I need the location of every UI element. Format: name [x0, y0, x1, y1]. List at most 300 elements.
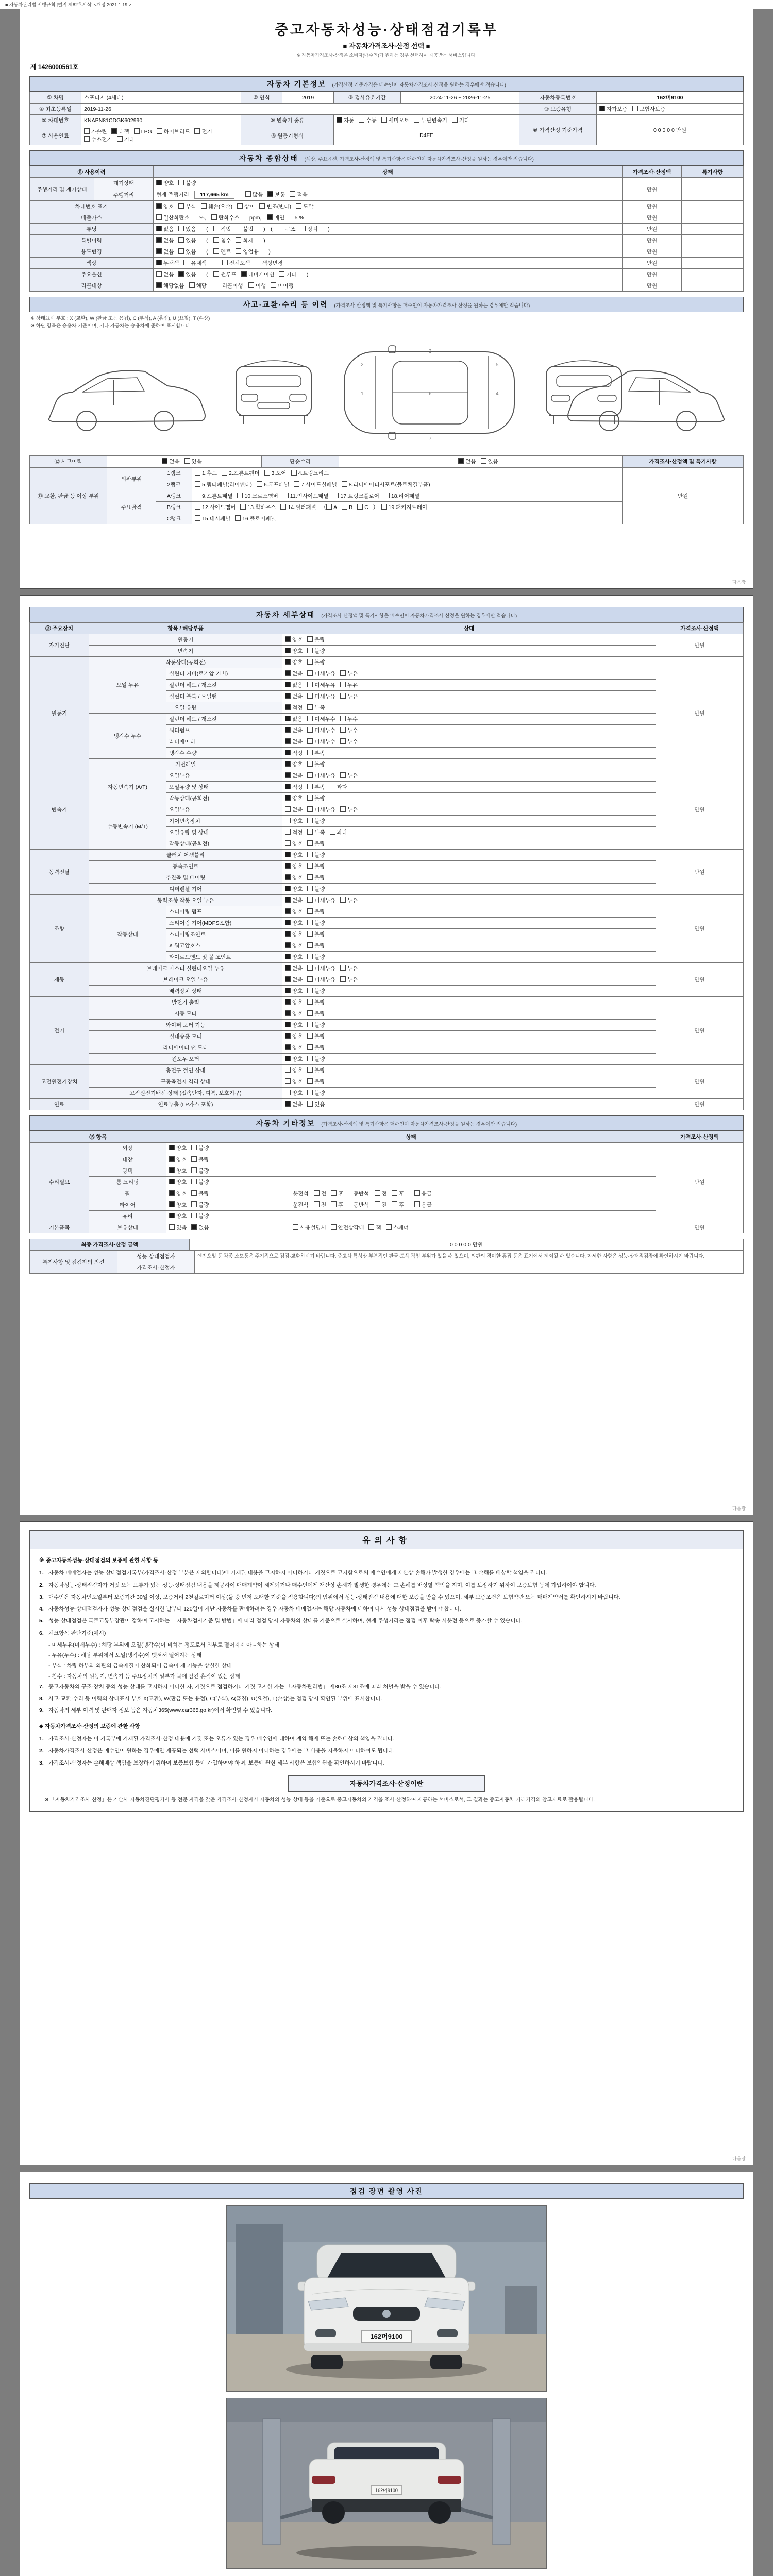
- field-value: [282, 918, 656, 929]
- checkbox-네비게이션[interactable]: 네비게이션: [241, 272, 275, 278]
- checkbox-없음[interactable]: 없음: [285, 693, 303, 700]
- checkbox-7.사이드실패널[interactable]: 7.사이드실패널: [294, 482, 337, 488]
- checkbox-적법[interactable]: 적법: [213, 226, 231, 232]
- field-value: [107, 455, 262, 467]
- checkbox-box-icon: [307, 682, 313, 687]
- table-row: [30, 770, 744, 782]
- checkbox-box-icon: [307, 840, 313, 846]
- checkbox-후[interactable]: 후: [331, 1202, 343, 1208]
- section-etc-title: 자동차 기타정보: [256, 1119, 315, 1127]
- checkbox-양호[interactable]: 양호: [169, 1202, 187, 1208]
- field-value: [192, 467, 623, 479]
- checkbox-15.대시패널[interactable]: 15.대시패널: [195, 516, 230, 522]
- checkbox-있음[interactable]: 있음: [178, 272, 196, 278]
- notice-item-list: [39, 1569, 734, 1715]
- checkbox-box-icon: [285, 772, 291, 778]
- checkbox-없음[interactable]: 없음: [285, 682, 303, 688]
- field-value: [282, 997, 656, 1008]
- checkbox-box-icon: [156, 214, 162, 220]
- checkbox-후[interactable]: 후: [392, 1191, 404, 1197]
- notice-subitem-list: [39, 1735, 734, 1767]
- checkbox-불량[interactable]: 불량: [178, 180, 196, 187]
- field-label: 2랭크: [156, 479, 192, 490]
- checkbox-미세누유[interactable]: 미세누유: [307, 897, 335, 904]
- table-row: [30, 115, 744, 126]
- checkbox-8.라디에이터서포트(볼트체결부품)[interactable]: 8.라디에이터서포트(볼트체결부품): [342, 482, 430, 488]
- checkbox-양호[interactable]: 양호: [285, 920, 303, 926]
- checkbox-10.크로스멤버[interactable]: 10.크로스멤버: [237, 493, 278, 499]
- field-label: 조향: [30, 895, 89, 963]
- checkbox-box-icon: [290, 191, 295, 197]
- checkbox-자동[interactable]: 자동: [337, 117, 354, 124]
- section-overall-note: (색상, 주요옵션, 가격조사·산정액 및 특기사항은 매수인이 자동차가격조사·산정을 원하는 경우에만 적습니다): [304, 157, 534, 162]
- checkbox-box-icon: [307, 1033, 313, 1039]
- checkbox-미세누수[interactable]: 미세누수: [307, 716, 335, 722]
- checkbox-양호[interactable]: 양호: [285, 909, 303, 915]
- checkbox-양호[interactable]: 양호: [156, 180, 174, 187]
- checkbox-미세누수[interactable]: 미세누수: [307, 739, 335, 745]
- checkbox-box-icon: [307, 954, 313, 959]
- checkbox-불량[interactable]: 불량: [307, 954, 325, 960]
- checkbox-미세누유[interactable]: 미세누유: [307, 671, 335, 677]
- checkbox-불량[interactable]: 불량: [307, 1011, 325, 1017]
- inspection-photo-front: [226, 2205, 547, 2392]
- checkbox-양호[interactable]: 양호: [169, 1179, 187, 1185]
- checkbox-누유[interactable]: 누유: [340, 682, 358, 688]
- field-label: 스티어링조인트: [166, 929, 282, 940]
- checkbox-색상변경[interactable]: 색상변경: [255, 260, 283, 266]
- checkbox-도말[interactable]: 도말: [296, 204, 313, 210]
- notice-body: [29, 1549, 744, 1812]
- checkbox-응급[interactable]: 응급: [414, 1191, 432, 1197]
- checkbox-적음[interactable]: 적음: [290, 192, 307, 198]
- checkbox-수소전기[interactable]: 수소전기: [84, 137, 112, 143]
- checkbox-탄화수소[interactable]: 탄화수소: [211, 215, 240, 221]
- checkbox-양호[interactable]: 양호: [285, 886, 303, 892]
- checkbox-양호[interactable]: 양호: [285, 1022, 303, 1028]
- field-value: 만원: [656, 963, 744, 997]
- field-label: 가격조사·산정액: [656, 1131, 744, 1143]
- checkbox-없음[interactable]: 없음: [285, 716, 303, 722]
- checkbox-스패너[interactable]: 스패너: [386, 1225, 409, 1231]
- checkbox-하이브리드[interactable]: 하이브리드: [157, 129, 190, 135]
- checkbox-없음[interactable]: 없음: [156, 238, 174, 244]
- svg-text:4: 4: [496, 391, 499, 397]
- checkbox-12.사이드멤버[interactable]: 12.사이드멤버: [195, 504, 236, 511]
- field-value: [282, 884, 656, 895]
- checkbox-없음[interactable]: 없음: [285, 739, 303, 745]
- checkbox-불량[interactable]: 불량: [307, 999, 325, 1006]
- checkbox-없음[interactable]: 없음: [156, 226, 174, 232]
- checkbox-부식[interactable]: 부식: [178, 204, 196, 210]
- checkbox-양호[interactable]: 양호: [285, 1079, 303, 1085]
- etc-info-table-grid: [29, 1131, 744, 1233]
- checkbox-없음[interactable]: 없음: [285, 773, 303, 779]
- checkbox-box-icon: [381, 117, 387, 123]
- checkbox-불량[interactable]: 불량: [307, 852, 325, 858]
- checkbox-box-icon: [307, 670, 313, 676]
- checkbox-유채색[interactable]: 유채색: [183, 260, 206, 266]
- checkbox-양호[interactable]: 양호: [285, 761, 303, 768]
- checkbox-양호[interactable]: 양호: [169, 1157, 187, 1163]
- checkbox-있음[interactable]: 있음: [178, 238, 196, 244]
- field-label: 색상: [30, 258, 154, 269]
- checkbox-적정[interactable]: 적정: [285, 750, 303, 756]
- checkbox-불량[interactable]: 불량: [191, 1179, 209, 1185]
- field-label: 단순수리: [262, 455, 339, 467]
- checkbox-불량[interactable]: 불량: [307, 1067, 325, 1074]
- field-label: 커먼레일: [89, 759, 282, 770]
- field-label: 변속기: [30, 770, 89, 850]
- checkbox-누유[interactable]: 누유: [340, 693, 358, 700]
- checkbox-불량[interactable]: 불량: [307, 795, 325, 802]
- checkbox-전[interactable]: 전: [375, 1202, 387, 1208]
- checkbox-보험사보증[interactable]: 보험사보증: [632, 106, 666, 112]
- checkbox-가솔린[interactable]: 가솔린: [84, 129, 107, 135]
- checkbox-box-icon: [285, 636, 291, 642]
- checkbox-양호[interactable]: 양호: [285, 943, 303, 949]
- checkbox-불량[interactable]: 불량: [307, 988, 325, 994]
- checkbox-양호[interactable]: 양호: [285, 875, 303, 881]
- checkbox-적정[interactable]: 적정: [285, 829, 303, 836]
- checkbox-불량[interactable]: 불량: [307, 1090, 325, 1096]
- checkbox-변조(변타)[interactable]: 변조(변타): [259, 204, 291, 210]
- field-value: 만원: [623, 246, 682, 258]
- checkbox-불량[interactable]: 불량: [307, 886, 325, 892]
- checkbox-화재[interactable]: 화재: [236, 238, 253, 244]
- checkbox-4.트렁크리드[interactable]: 4.트렁크리드: [291, 470, 329, 477]
- checkbox-불량[interactable]: 불량: [191, 1191, 209, 1197]
- checkbox-B[interactable]: B: [342, 504, 352, 511]
- checkbox-전[interactable]: 전: [314, 1191, 326, 1197]
- checkbox-양호[interactable]: 양호: [285, 852, 303, 858]
- checkbox-있음[interactable]: 있음: [184, 459, 202, 465]
- checkbox-구조[interactable]: 구조: [278, 226, 295, 232]
- page-4: [20, 2172, 753, 2576]
- checkbox-미세누유[interactable]: 미세누유: [307, 773, 335, 779]
- field-label: 시동 모터: [89, 1008, 282, 1020]
- checkbox-누유[interactable]: 누유: [340, 773, 358, 779]
- checkbox-불량[interactable]: 불량: [307, 1056, 325, 1062]
- table-row: [30, 467, 744, 479]
- table-row: [30, 224, 744, 235]
- checkbox-box-icon: [191, 1145, 197, 1150]
- checkbox-box-icon: [307, 772, 313, 778]
- field-label: 가격조사·산정자: [117, 1262, 195, 1274]
- checkbox-19.패키지트레이[interactable]: 19.패키지트레이: [381, 504, 427, 511]
- field-value: [282, 725, 656, 736]
- checkbox-미세누수[interactable]: 미세누수: [307, 727, 335, 734]
- checkbox-전[interactable]: 전: [314, 1202, 326, 1208]
- section-basic-header: [29, 76, 744, 92]
- checkbox-box-icon: [195, 481, 200, 487]
- checkbox-없음[interactable]: 없음: [285, 807, 303, 813]
- checkbox-불량[interactable]: 불량: [307, 931, 325, 938]
- checkbox-일산화탄소[interactable]: 일산화탄소: [156, 215, 190, 221]
- checkbox-부족[interactable]: 부족: [307, 705, 325, 711]
- checkbox-미세누유[interactable]: 미세누유: [307, 682, 335, 688]
- checkbox-5.쿼터패널(리어펜더)[interactable]: 5.쿼터패널(리어펜더): [195, 482, 252, 488]
- checkbox-수동[interactable]: 수동: [359, 117, 376, 124]
- notice-item: 4. 자동차성능·상태점검자가 성능·상태점검을 실시한 날부터 120일이 지난 자동차를 판매하려는 경우 자동차 매매업자는 해당 자동차에 대하여 다시 성능·상태점검을 받아야 합니다.: [39, 1606, 461, 1613]
- checkbox-A[interactable]: A: [326, 504, 337, 511]
- checkbox-불량[interactable]: 불량: [307, 637, 325, 643]
- checkbox-양호[interactable]: 양호: [285, 1045, 303, 1051]
- checkbox-없음[interactable]: 없음: [191, 1225, 209, 1231]
- checkbox-box-icon: [285, 931, 291, 937]
- checkbox-없음[interactable]: 없음: [156, 272, 174, 278]
- checkbox-후[interactable]: 후: [392, 1202, 404, 1208]
- checkbox-부족[interactable]: 부족: [307, 750, 325, 756]
- checkbox-양호[interactable]: 양호: [285, 841, 303, 847]
- checkbox-과다[interactable]: 과다: [330, 784, 347, 790]
- field-value: [282, 827, 656, 838]
- checkbox-14.필러패널[interactable]: 14.필러패널: [280, 504, 316, 511]
- field-label: 작동상태: [89, 906, 166, 963]
- checkbox-불량[interactable]: 불량: [191, 1202, 209, 1208]
- checkbox-box-icon: [326, 504, 332, 510]
- checkbox-불량[interactable]: 불량: [307, 875, 325, 881]
- checkbox-box-icon: [285, 1067, 291, 1073]
- odometer: 현재 주행거리 117,665 km 많음 보통 적음: [154, 189, 623, 201]
- checkbox-양호[interactable]: 양호: [285, 863, 303, 870]
- checkbox-적정[interactable]: 적정: [285, 784, 303, 790]
- checkbox-양호[interactable]: 양호: [285, 999, 303, 1006]
- field-value: [282, 804, 656, 816]
- checkbox-1.후드[interactable]: 1.후드: [195, 470, 217, 477]
- checkbox-box-icon: [285, 1101, 291, 1107]
- checkbox-누유[interactable]: 누유: [340, 897, 358, 904]
- checkbox-잭[interactable]: 잭: [368, 1225, 381, 1231]
- checkbox-상이[interactable]: 상이: [237, 204, 255, 210]
- table-row: [30, 1199, 744, 1211]
- checkbox-불량[interactable]: 불량: [307, 943, 325, 949]
- checkbox-불량[interactable]: 불량: [307, 1033, 325, 1040]
- checkbox-누유[interactable]: 누유: [340, 965, 358, 972]
- checkbox-기타[interactable]: 기타: [117, 137, 135, 143]
- checkbox-누유[interactable]: 누유: [340, 671, 358, 677]
- checkbox-없음[interactable]: 없음: [285, 1101, 303, 1108]
- checkbox-영업용[interactable]: 영업용: [236, 249, 258, 255]
- field-value: [154, 258, 623, 269]
- checkbox-양호[interactable]: 양호: [285, 648, 303, 654]
- checkbox-미이행[interactable]: 미이행: [271, 283, 293, 289]
- checkbox-없음[interactable]: 없음: [285, 671, 303, 677]
- checkbox-불량[interactable]: 불량: [307, 1079, 325, 1085]
- field-label: 실린더 헤드 / 개스킷: [166, 714, 282, 725]
- checkbox-box-icon: [178, 180, 184, 185]
- field-value: [192, 490, 623, 501]
- checkbox-18.리어패널[interactable]: 18.리어패널: [384, 493, 419, 499]
- checkbox-없음[interactable]: 없음: [285, 897, 303, 904]
- checkbox-16.플로어패널[interactable]: 16.플로어패널: [235, 516, 276, 522]
- checkbox-17.트렁크플로어[interactable]: 17.트렁크플로어: [333, 493, 379, 499]
- checkbox-불법[interactable]: 불법: [236, 226, 253, 232]
- checkbox-양호[interactable]: 양호: [285, 1090, 303, 1096]
- checkbox-전기[interactable]: 전기: [194, 129, 212, 135]
- field-label: 클러치 어셈블리: [89, 850, 282, 861]
- checkbox-9.프론트패널[interactable]: 9.프론트패널: [195, 493, 232, 499]
- checkbox-양호[interactable]: 양호: [285, 1011, 303, 1017]
- checkbox-미세누유[interactable]: 미세누유: [307, 693, 335, 700]
- checkbox-불량[interactable]: 불량: [191, 1168, 209, 1174]
- checkbox-box-icon: [241, 271, 247, 277]
- overall-condition-table-grid: [29, 166, 744, 292]
- checkbox-box-icon: [285, 954, 291, 959]
- checkbox-불량[interactable]: 불량: [191, 1157, 209, 1163]
- checkbox-있음[interactable]: 있음: [178, 226, 196, 232]
- checkbox-침수[interactable]: 침수: [213, 238, 231, 244]
- checkbox-후[interactable]: 후: [331, 1191, 343, 1197]
- checkbox-안전삼각대[interactable]: 안전삼각대: [331, 1225, 364, 1231]
- checkbox-과다[interactable]: 과다: [330, 829, 347, 836]
- checkbox-해당[interactable]: 해당: [189, 283, 207, 289]
- checkbox-양호[interactable]: 양호: [285, 795, 303, 802]
- checkbox-누유[interactable]: 누유: [340, 977, 358, 983]
- checkbox-양호[interactable]: 양호: [156, 204, 174, 210]
- checkbox-기타[interactable]: 기타: [279, 272, 296, 278]
- checkbox-11.인사이드패널[interactable]: 11.인사이드패널: [283, 493, 329, 499]
- checkbox-양호[interactable]: 양호: [169, 1168, 187, 1174]
- checkbox-있음[interactable]: 있음: [178, 249, 196, 255]
- checkbox-box-icon: [285, 693, 291, 699]
- checkbox-box-icon: [191, 1167, 197, 1173]
- checkbox-많음[interactable]: 많음: [245, 192, 263, 198]
- checkbox-전체도색[interactable]: 전체도색: [222, 260, 250, 266]
- checkbox-이행[interactable]: 이행: [248, 283, 266, 289]
- field-value: [290, 1177, 656, 1188]
- checkbox-불량[interactable]: 불량: [191, 1145, 209, 1151]
- checkbox-미세누유[interactable]: 미세누유: [307, 965, 335, 972]
- field-label: 고전원전기장치: [30, 1065, 89, 1099]
- checkbox-양호[interactable]: 양호: [285, 1067, 303, 1074]
- checkbox-불량[interactable]: 불량: [307, 659, 325, 666]
- checkbox-응급[interactable]: 응급: [414, 1202, 432, 1208]
- checkbox-box-icon: [381, 504, 387, 510]
- checkbox-있음[interactable]: 있음: [169, 1225, 187, 1231]
- checkbox-보통[interactable]: 보통: [267, 192, 285, 198]
- checkbox-자가보증[interactable]: 자가보증: [599, 106, 628, 112]
- field-label: 동력조향 작동 오일 누유: [89, 895, 282, 906]
- checkbox-box-icon: [307, 1090, 313, 1095]
- checkbox-2.프론트펜더[interactable]: 2.프론트펜더: [222, 470, 259, 477]
- checkbox-13.휠하우스[interactable]: 13.휠하우스: [240, 504, 276, 511]
- checkbox-양호[interactable]: 양호: [285, 1033, 303, 1040]
- checkbox-불량[interactable]: 불량: [307, 761, 325, 768]
- checkbox-양호[interactable]: 양호: [285, 931, 303, 938]
- checkbox-불량[interactable]: 불량: [307, 841, 325, 847]
- checkbox-누수[interactable]: 누수: [340, 716, 358, 722]
- checkbox-불량[interactable]: 불량: [307, 1045, 325, 1051]
- checkbox-전[interactable]: 전: [375, 1191, 387, 1197]
- checkbox-불량[interactable]: 불량: [307, 909, 325, 915]
- field-label: 연료누출 (LP가스 포함): [89, 1099, 282, 1110]
- field-value: [154, 201, 623, 212]
- checkbox-사용설명서[interactable]: 사용설명서: [293, 1225, 326, 1231]
- table-row: [30, 1054, 744, 1065]
- checkbox-미세누유[interactable]: 미세누유: [307, 807, 335, 813]
- checkbox-양호[interactable]: 양호: [169, 1145, 187, 1151]
- checkbox-미세누유[interactable]: 미세누유: [307, 977, 335, 983]
- field-label: 와이퍼 모터 기능: [89, 1020, 282, 1031]
- checkbox-있음[interactable]: 있음: [481, 459, 498, 465]
- checkbox-불량[interactable]: 불량: [307, 863, 325, 870]
- field-value: 만원: [623, 235, 682, 246]
- checkbox-없음[interactable]: 없음: [156, 249, 174, 255]
- checkbox-불량[interactable]: 불량: [307, 818, 325, 824]
- checkbox-누수[interactable]: 누수: [340, 739, 358, 745]
- checkbox-LPG[interactable]: LPG: [134, 129, 152, 135]
- checkbox-기타[interactable]: 기타: [452, 117, 469, 124]
- field-label: 브레이크 오일 누유: [89, 974, 282, 986]
- checkbox-box-icon: [307, 886, 313, 891]
- table-row: [30, 714, 744, 725]
- field-value: 만원: [656, 634, 744, 657]
- checkbox-없음[interactable]: 없음: [285, 977, 303, 983]
- checkbox-box-icon: [340, 727, 346, 733]
- checkbox-있음[interactable]: 있음: [307, 1101, 325, 1108]
- field-label: 상태: [282, 623, 656, 634]
- notice-subtitle: ◆ 자동차가격조사·산정의 보증에 관한 사항: [39, 1723, 140, 1730]
- checkbox-썬루프[interactable]: 썬루프: [213, 272, 236, 278]
- checkbox-양호[interactable]: 양호: [169, 1213, 187, 1219]
- checkbox-양호[interactable]: 양호: [285, 637, 303, 643]
- checkbox-무채색[interactable]: 무채색: [156, 260, 179, 266]
- checkbox-장치[interactable]: 장치: [300, 226, 317, 232]
- table-row: [30, 963, 744, 974]
- checkbox-불량[interactable]: 불량: [307, 920, 325, 926]
- checkbox-누유[interactable]: 누유: [340, 807, 358, 813]
- field-label: A랭크: [156, 490, 192, 501]
- checkbox-불량[interactable]: 불량: [191, 1213, 209, 1219]
- checkbox-box-icon: [267, 191, 273, 197]
- checkbox-6.루프패널[interactable]: 6.루프패널: [257, 482, 289, 488]
- checkbox-렌트[interactable]: 렌트: [213, 249, 231, 255]
- checkbox-box-icon: [117, 136, 123, 142]
- checkbox-box-icon: [285, 1090, 291, 1095]
- checkbox-무단변속기[interactable]: 무단변속기: [414, 117, 447, 124]
- checkbox-디젤[interactable]: 디젤: [111, 129, 129, 135]
- field-value: [682, 258, 744, 269]
- checkbox-양호[interactable]: 양호: [285, 1056, 303, 1062]
- checkbox-box-icon: [271, 282, 276, 288]
- checkbox-box-icon: [296, 203, 301, 209]
- checkbox-불량[interactable]: 불량: [307, 648, 325, 654]
- checkbox-없음[interactable]: 없음: [458, 459, 476, 465]
- checkbox-훼손(오손)[interactable]: 훼손(오손): [201, 204, 233, 210]
- checkbox-누수[interactable]: 누수: [340, 727, 358, 734]
- checkbox-양호[interactable]: 양호: [169, 1191, 187, 1197]
- checkbox-없음[interactable]: 없음: [285, 965, 303, 972]
- checkbox-box-icon: [195, 470, 200, 476]
- checkbox-매연[interactable]: 매연: [267, 215, 284, 221]
- checkbox-해당없음[interactable]: 해당없음: [156, 283, 184, 289]
- checkbox-부족[interactable]: 부족: [307, 784, 325, 790]
- checkbox-양호[interactable]: 양호: [285, 954, 303, 960]
- checkbox-양호[interactable]: 양호: [285, 659, 303, 666]
- checkbox-불량[interactable]: 불량: [307, 1022, 325, 1028]
- checkbox-양호[interactable]: 양호: [285, 988, 303, 994]
- checkbox-3.도어[interactable]: 3.도어: [264, 470, 287, 477]
- checkbox-양호[interactable]: 양호: [285, 818, 303, 824]
- checkbox-없음[interactable]: 없음: [162, 459, 179, 465]
- inspector-opinion-table-grid: [29, 1250, 744, 1274]
- checkbox-부족[interactable]: 부족: [307, 829, 325, 836]
- checkbox-적정[interactable]: 적정: [285, 705, 303, 711]
- checkbox-세미오토[interactable]: 세미오토: [381, 117, 410, 124]
- checkbox-없음[interactable]: 없음: [285, 727, 303, 734]
- checkbox-C[interactable]: C: [357, 504, 368, 511]
